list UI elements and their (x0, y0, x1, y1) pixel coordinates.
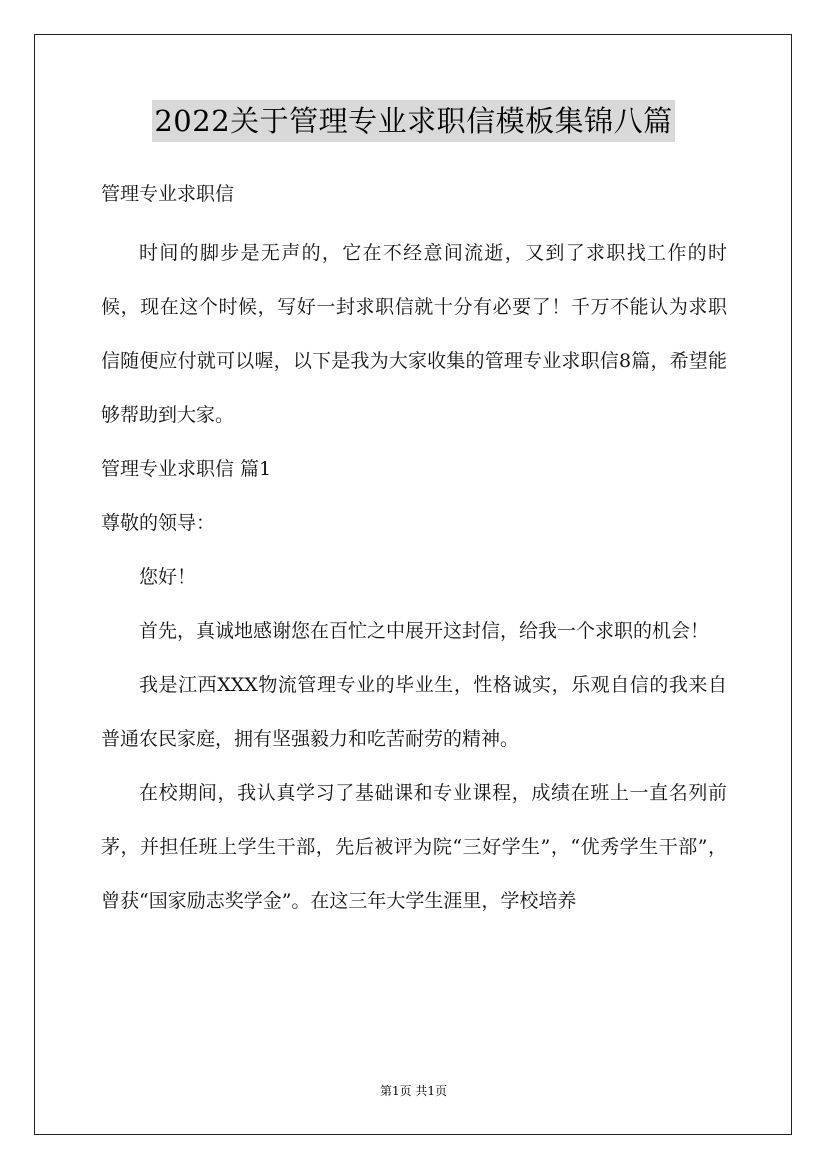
page-footer: 第1页 共1页 (379, 1084, 448, 1098)
body-paragraph: 首先，真诚地感谢您在百忙之中展开这封信，给我一个求职的机会！ (139, 620, 710, 642)
greeting: 您好！ (139, 566, 197, 588)
intro-heading: 管理专业求职信 (101, 183, 235, 205)
section-heading: 管理专业求职信 篇1 (101, 458, 272, 480)
body-paragraph: 我是江西XXX物流管理专业的毕业生，性格诚实，乐观自信的我来自普通农民家庭，拥有坚强毅力和吃苦耐劳的精神。 (101, 674, 727, 750)
document-body (101, 174, 727, 928)
salutation: 尊敬的领导： (101, 512, 216, 534)
document-title: 2022关于管理专业求职信模板集锦八篇 (152, 100, 674, 142)
title-container (0, 100, 827, 142)
intro-paragraph: 时间的脚步是无声的，它在不经意间流逝，又到了求职找工作的时候，现在这个时候，写好一封求职信就十分有必要了！千万不能认为求职信随便应付就可以喔，以下是我为大家收集的管理专业求职信8篇，希望能够帮助到大家。 (101, 242, 727, 426)
body-paragraph: 在校期间，我认真学习了基础课和专业课程，成绩在班上一直名列前茅，并担任班上学生干部，先后被评为院“三好学生”，“优秀学生干部”，曾获“国家励志奖学金”。在这三年大学生涯里，学校培养 (101, 782, 727, 912)
